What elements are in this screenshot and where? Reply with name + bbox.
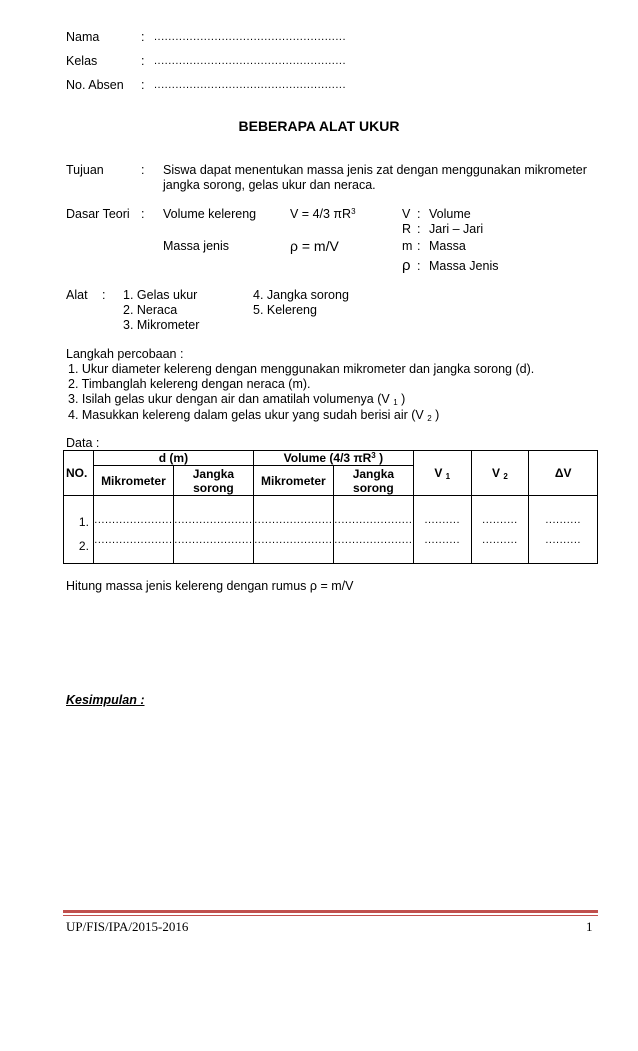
alat-item-2: 2. Neraca (123, 303, 178, 317)
massa-label: Massa jenis (163, 239, 229, 253)
m-desc: Massa (429, 239, 466, 253)
alat-item-1: 1. Gelas ukur (123, 288, 198, 302)
kelas-colon: : (141, 54, 145, 68)
cell-vol-jangka: ...................... ...................... (333, 496, 413, 564)
volume-label: Volume kelereng (163, 207, 257, 221)
v-colon: : (417, 207, 421, 221)
langkah-step-1: 1. Ukur diameter kelereng dengan menggunakan mikrometer dan jangka sorong (d). (68, 362, 535, 376)
kesimpulan-label: Kesimpulan : (66, 693, 145, 707)
alat-item-4: 4. Jangka sorong (253, 288, 349, 302)
dasar-colon: : (141, 207, 145, 221)
cell-d-jangka: ...................... ...................... (173, 496, 253, 564)
data-table (63, 450, 598, 564)
header-vol-mikrometer: Mikrometer (253, 466, 333, 496)
rho-sym: ρ (402, 257, 411, 274)
nama-dots: ...................................................... (154, 31, 347, 43)
langkah-step-2: 2. Timbanglah kelereng dengan neraca (m). (68, 377, 311, 391)
footer-code: UP/FIS/IPA/2015-2016 (66, 919, 189, 934)
header-d: d (m) (93, 451, 253, 466)
header-delta-v: ΔV (529, 451, 598, 496)
page-title: BEBERAPA ALAT UKUR (238, 118, 400, 134)
header-d-mikrometer: Mikrometer (93, 466, 173, 496)
langkah-title: Langkah percobaan : (66, 347, 184, 361)
tujuan-line1: Siswa dapat menentukan massa jenis zat dengan menggunakan mikrometer (163, 163, 587, 177)
alat-item-3: 3. Mikrometer (123, 318, 200, 332)
footer-rule-thick (63, 910, 598, 913)
v-sym: V (402, 207, 411, 221)
header-v1: V 1 (413, 451, 471, 496)
m-colon: : (417, 239, 421, 253)
langkah-step-4: 4. Masukkan kelereng dalam gelas ukur yang sudah berisi air (V 2 ) (68, 408, 440, 423)
header-volume: Volume (4/3 $\pi R^3$ ) (253, 451, 413, 466)
kelas-dots: ...................................................... (154, 55, 347, 67)
massa-formula: ρ = m/V (290, 238, 339, 254)
volume-formula: V = 4/3 $\pi R^3$ (290, 207, 356, 221)
rho-colon: : (417, 259, 421, 273)
alat-colon: : (102, 288, 106, 302)
hitung-text: Hitung massa jenis kelereng dengan rumus ρ = m/V (66, 579, 354, 593)
cell-delta-v: .......... .......... (529, 496, 598, 564)
r-sym: R (402, 222, 412, 236)
tujuan-colon: : (141, 163, 145, 177)
nama-colon: : (141, 30, 145, 44)
cell-v1: .......... .......... (413, 496, 471, 564)
rho-desc: Massa Jenis (429, 259, 499, 273)
absen-dots: ...................................................... (154, 79, 347, 91)
langkah-step-3: 3. Isilah gelas ukur dengan air dan amatilah volumenya (V 1 ) (68, 392, 406, 407)
nama-label: Nama (66, 30, 100, 44)
header-d-jangka: Jangka sorong (173, 466, 253, 496)
kelas-label: Kelas (66, 54, 98, 68)
alat-label: Alat (66, 288, 88, 302)
absen-colon: : (141, 78, 145, 92)
cell-d-mikro: ...................... ...................... (93, 496, 173, 564)
data-label: Data : (66, 436, 100, 450)
v-desc: Volume (429, 207, 471, 221)
header-vol-jangka: Jangka sorong (333, 466, 413, 496)
row-numbers: 1. 2. (64, 496, 94, 564)
page-number: 1 (586, 919, 593, 934)
table-row (64, 496, 598, 564)
m-sym: m (402, 239, 413, 253)
tujuan-label: Tujuan (66, 163, 104, 177)
header-v2: V 2 (471, 451, 529, 496)
r-desc: Jari – Jari (429, 222, 484, 236)
alat-item-5: 5. Kelereng (253, 303, 317, 317)
absen-label: No. Absen (66, 78, 124, 92)
cell-vol-mikro: ...................... ...................... (253, 496, 333, 564)
header-no: NO. (64, 451, 94, 496)
tujuan-line2: jangka sorong, gelas ukur dan neraca. (163, 178, 376, 192)
footer-rule-thin (63, 915, 598, 916)
r-colon: : (417, 222, 421, 236)
dasar-label: Dasar Teori (66, 207, 130, 221)
cell-v2: .......... .......... (471, 496, 529, 564)
